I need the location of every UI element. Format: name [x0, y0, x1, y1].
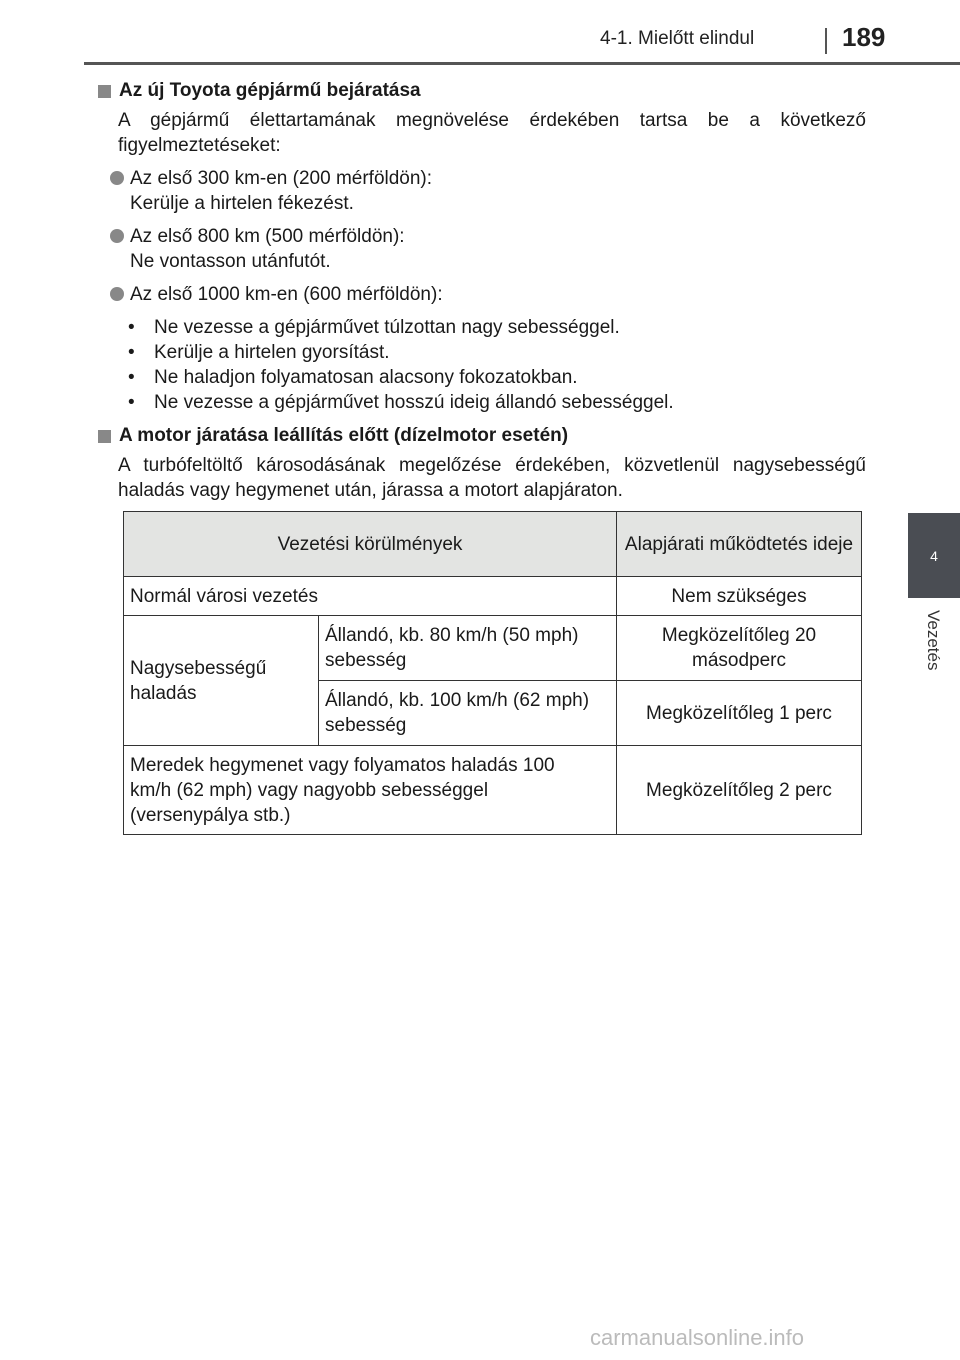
table-row: Normál városi vezetés Nem szükséges: [124, 577, 862, 616]
circle-bullet-icon: [110, 229, 124, 243]
sub-list-item: • Ne vezesse a gépjárművet túlzottan nagy sebességgel.: [128, 317, 620, 338]
chapter-tab[interactable]: [908, 513, 960, 598]
watermark: carmanualsonline.info: [590, 1325, 805, 1350]
circle-bullet-icon: [110, 287, 124, 301]
page-number: 189: [842, 22, 886, 52]
section-title: 4-1. Mielőtt elindul: [600, 28, 755, 49]
list-item: Az első 1000 km-en (600 mérföldön):: [96, 282, 866, 307]
idle-time-table: [123, 511, 862, 835]
table-row: Nagysebességű haladás Állandó, kb. 80 km/h (50 mph) sebesség Megközelítőleg 20 másodperc: [124, 616, 862, 681]
table-header-idle-time: Alapjárati működtetés ideje: [617, 512, 862, 577]
list-item: Az első 800 km (500 mérföldön): Ne vontasson utánfutót.: [96, 224, 866, 274]
main-content: [96, 78, 866, 509]
list-item: Az első 300 km-en (200 mérföldön): Kerülje a hirtelen fékezést.: [96, 166, 866, 216]
header-rule: [84, 62, 960, 65]
sub-list: [96, 315, 866, 415]
idle-paragraph: A turbófeltöltő károsodásának megelőzése érdekében, közvetlenül nagysebességű haladás vagy hegymenet után, járassa a motort alapjáraton.: [118, 455, 866, 501]
table-row: Állandó, kb. 100 km/h (62 mph) sebesség Megközelítőleg 1 perc: [124, 681, 862, 746]
square-bullet-icon: [98, 430, 111, 443]
square-bullet-icon: [98, 85, 111, 98]
table-header-conditions: Vezetési körülmények: [124, 512, 617, 577]
sub-list-item: • Kerülje a hirtelen gyorsítást.: [128, 342, 390, 363]
header-divider: [825, 28, 827, 54]
section-heading-idle: A motor járatása leállítás előtt (dízelmotor esetén): [96, 423, 866, 449]
chapter-label: Vezetés: [924, 610, 943, 671]
circle-bullet-icon: [110, 171, 124, 185]
section-heading-break-in: Az új Toyota gépjármű bejáratása: [96, 78, 866, 104]
sub-list-item: • Ne vezesse a gépjárművet hosszú ideig állandó sebességgel.: [128, 392, 674, 413]
table-row: Meredek hegymenet vagy folyamatos haladás 100 km/h (62 mph) vagy nagyobb sebességgel (versenypálya stb.) Megközelítőleg 2 perc: [124, 746, 862, 835]
sub-list-item: • Ne haladjon folyamatosan alacsony fokozatokban.: [128, 367, 578, 388]
intro-paragraph: A gépjármű élettartamának megnövelése érdekében tartsa be a következő figyelmeztetéseket:: [118, 110, 866, 156]
chapter-number: 4: [930, 547, 938, 564]
